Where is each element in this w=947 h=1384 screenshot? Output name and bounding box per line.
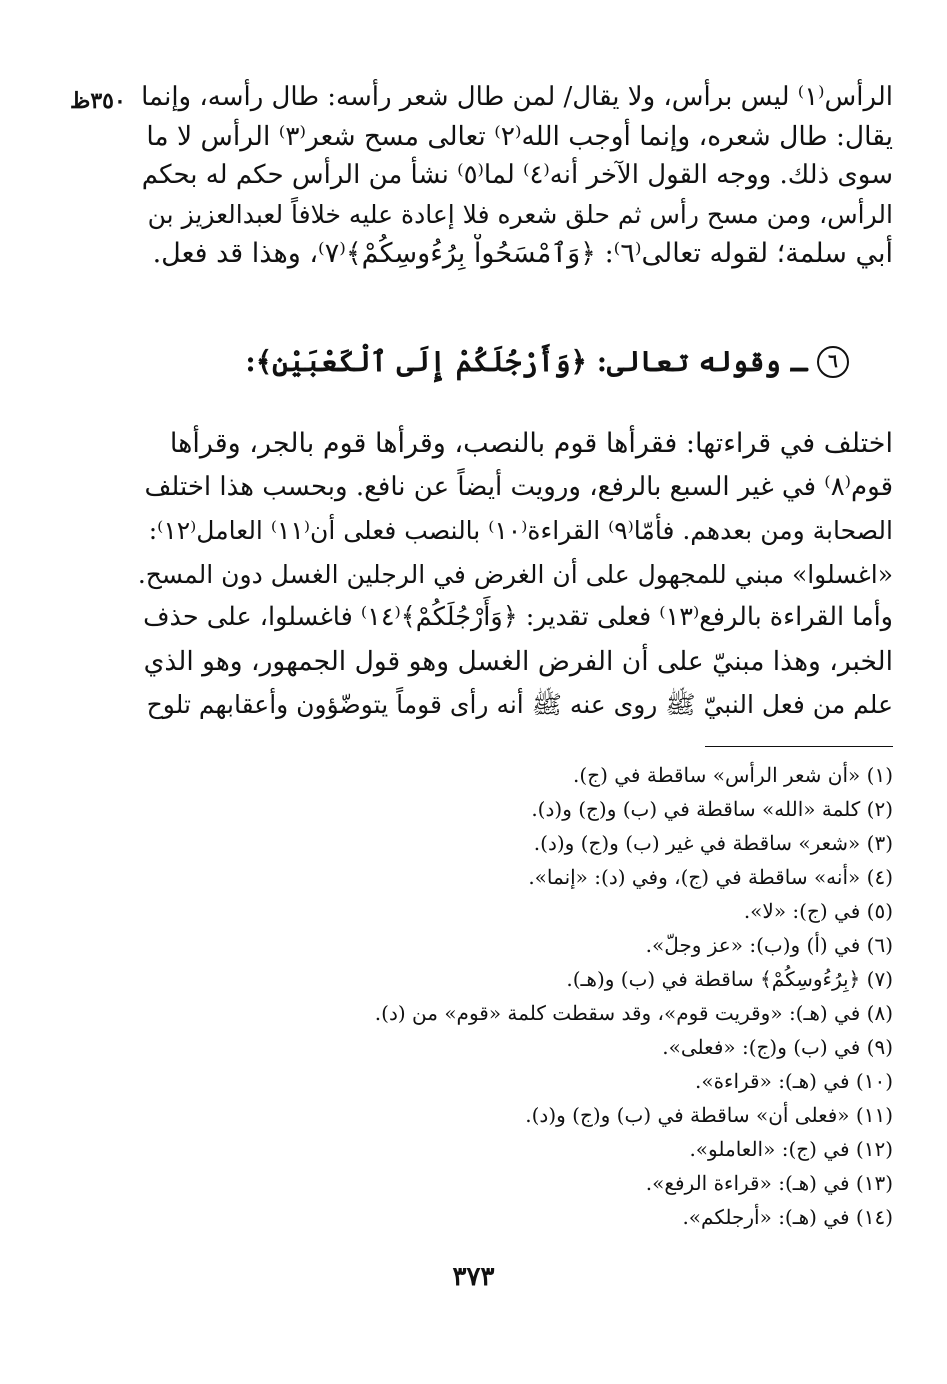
footnote: (٢) كلمة «الله» ساقطة في (ب) و(ج) و(د). bbox=[531, 797, 893, 821]
footnote: (٦) في (أ) و(ب): «عز وجلّ». bbox=[645, 933, 893, 957]
footnote: (٣) «شعر» ساقطة في غير (ب) و(ج) و(د). bbox=[533, 831, 893, 855]
footnote: (٥) في (ج): «لا». bbox=[743, 899, 893, 923]
text-line: يقال: طال شعره، وإنما أوجب الله⁽٢⁾ تعالى مسح شعر⁽٣⁾ الرأس لا ما bbox=[146, 121, 893, 152]
footnote: (٩) في (ب) و(ج): «فعلى». bbox=[662, 1035, 893, 1059]
footnote: (٧) ﴿بِرُءُوسِكُمْ﴾ ساقطة في (ب) و(هـ). bbox=[566, 967, 893, 991]
text-line: علم من فعل النبيّ ﷺ روى عنه ﷺ أنه رأى قوماً يتوضّؤون وأعقابهم تلوح bbox=[146, 690, 893, 719]
page-number: ٣٧٣ bbox=[452, 1262, 495, 1292]
paragraph-2 bbox=[138, 422, 893, 727]
footnote: (٨) في (هـ): «وقريت قوم»، وقد سقطت كلمة «قوم» من (د). bbox=[374, 1001, 893, 1025]
footnote: (١٤) في (هـ): «أرجلكم». bbox=[682, 1205, 893, 1229]
section-heading bbox=[149, 345, 849, 378]
footnote: (١٣) في (هـ): «قراءة الرفع». bbox=[645, 1171, 893, 1195]
section-heading-text: ـ وقوله تعالى: ﴿وَأَرْجُلَكُمْ إِلَى ٱلْكَعْبَيْنِ﴾: bbox=[245, 345, 807, 378]
text-line: الخبر، وهذا مبنيّ على أن الفرض الغسل وهو قول الجمهور، وهو الذي bbox=[143, 645, 893, 677]
footnote: (١٢) في (ج): «العاملو». bbox=[689, 1137, 893, 1161]
footnote: (١٠) في (هـ): «قراءة». bbox=[694, 1069, 893, 1093]
section-number-badge: ٦ bbox=[817, 346, 849, 378]
text-line: الرأس، ومن مسح رأس ثم حلق شعره فلا إعادة عليه خلافاً لعبدالعزيز بن bbox=[147, 200, 893, 229]
footnote-divider bbox=[705, 746, 893, 747]
text-line: الرأس⁽١⁾ ليس برأس، ولا يقال/ لمن طال شعر رأسه: طال رأسه، وإنما bbox=[141, 82, 893, 112]
text-line: «اغسلوا» مبني للمجهول على أن الغرض في الرجلين الغسل دون المسح. bbox=[138, 559, 893, 589]
text-line: اختلف في قراءتها: فقرأها قوم بالنصب، وقرأها قوم بالجر، وقرأها bbox=[169, 428, 893, 459]
paragraph-1 bbox=[138, 78, 893, 273]
text-line: وأما القراءة بالرفع⁽١٣⁾ فعلى تقدير: ﴿وَأَرْجُلَكُمْ﴾⁽١٤⁾ فاغسلوا، على حذف bbox=[143, 602, 893, 632]
text-line: سوى ذلك. ووجه القول الآخر أنه⁽٤⁾ لما⁽٥⁾ نشأ من الرأس حكم له بحكم bbox=[141, 160, 893, 190]
footnote: (٤) «أنه» ساقطة في (ج)، وفي (د): «إنما». bbox=[528, 865, 893, 889]
text-line: أبي سلمة؛ لقوله تعالى⁽٦⁾: ﴿وَٱمْسَحُواْ بِرُءُوسِكُمْ﴾⁽٧⁾، وهذا قد فعل. bbox=[152, 238, 893, 269]
footnote: (١١) «فعلى أن» ساقطة في (ب) و(ج) و(د). bbox=[525, 1103, 893, 1127]
footnote: (١) «أن شعر الرأس» ساقطة في (ج). bbox=[573, 763, 893, 787]
text-line: قوم⁽٨⁾ في غير السبع بالرفع، ورويت أيضاً عن نافع. وبحسب هذا اختلف bbox=[144, 471, 893, 502]
footnotes bbox=[300, 758, 893, 1234]
folio-margin-note: ٣٥٠ظ bbox=[70, 88, 126, 114]
text-line: الصحابة ومن بعدهم. فأمّا⁽٩⁾ القراءة⁽١٠⁾ بالنصب فعلى أن⁽١١⁾ العامل⁽١٢⁾: bbox=[148, 516, 893, 545]
